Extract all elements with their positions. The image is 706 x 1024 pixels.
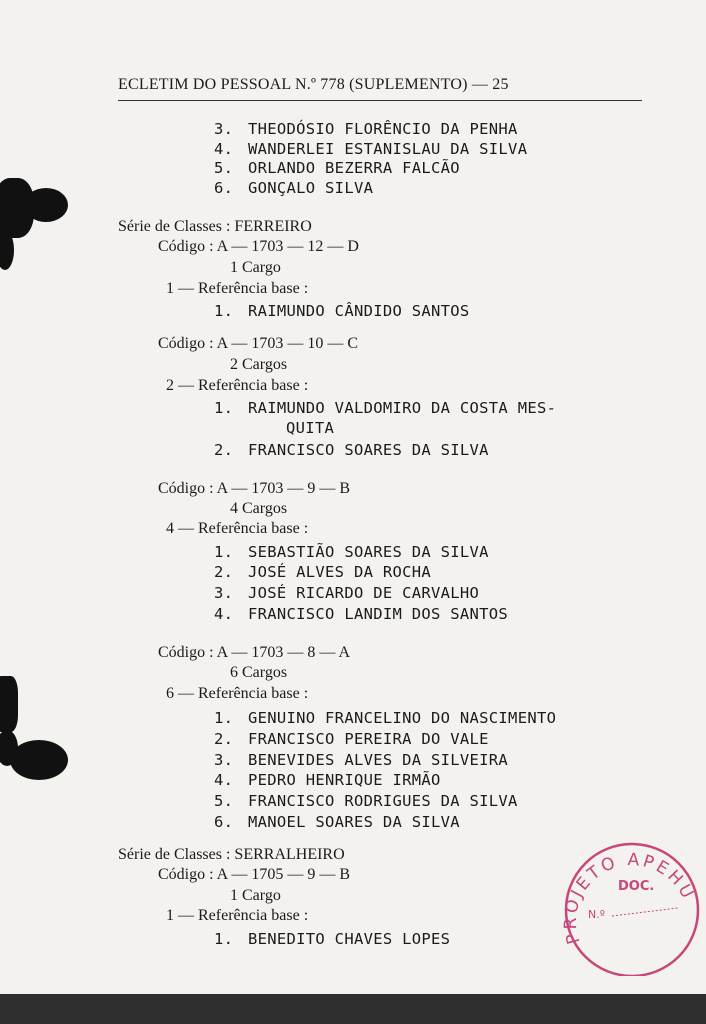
referencia-line: 4 — Referência base : xyxy=(166,520,309,537)
list-item: 3. THEODÓSIO FLORÊNCIO DA PENHA xyxy=(214,120,518,138)
codigo-line: Código : A — 1703 — 8 — A xyxy=(158,644,351,661)
page-header: ECLETIM DO PESSOAL N.º 778 (SUPLEMENTO) — 25 xyxy=(118,76,509,93)
list-item: 3. JOSÉ RICARDO DE CARVALHO xyxy=(214,584,480,602)
cargos-count: 6 Cargos xyxy=(230,664,288,681)
list-item: 4. FRANCISCO LANDIM DOS SANTOS xyxy=(214,605,509,623)
list-item: 1. GENUINO FRANCELINO DO NASCIMENTO xyxy=(214,709,557,727)
referencia-line: 6 — Referência base : xyxy=(166,685,309,702)
list-item: 4. PEDRO HENRIQUE IRMÃO xyxy=(214,771,441,789)
series-heading: Série de Classes : SERRALHEIRO xyxy=(118,846,345,863)
list-item: 2. FRANCISCO SOARES DA SILVA xyxy=(214,441,489,459)
cargos-count: 1 Cargo xyxy=(230,887,281,904)
list-item: 2. JOSÉ ALVES DA ROCHA xyxy=(214,563,432,581)
stamp-number-line xyxy=(612,908,678,916)
referencia-line: 2 — Referência base : xyxy=(166,377,309,394)
codigo-line: Código : A — 1703 — 9 — B xyxy=(158,480,351,497)
ink-blot xyxy=(10,740,68,780)
cargos-count: 2 Cargos xyxy=(230,356,288,373)
list-item: 5. ORLANDO BEZERRA FALCÃO xyxy=(214,159,460,177)
list-item: 2. FRANCISCO PEREIRA DO VALE xyxy=(214,730,489,748)
stamp-no-label: N.º xyxy=(588,908,605,921)
cargos-count: 1 Cargo xyxy=(230,259,281,276)
ink-blot xyxy=(24,188,68,222)
list-item: 6. GONÇALO SILVA xyxy=(214,179,374,197)
list-item: 4. WANDERLEI ESTANISLAU DA SILVA xyxy=(214,140,528,158)
list-item: 1. BENEDITO CHAVES LOPES xyxy=(214,930,451,948)
list-item: QUITA xyxy=(286,419,335,437)
codigo-line: Código : A — 1703 — 10 — C xyxy=(158,335,359,352)
stamp-doc-label: DOC. xyxy=(618,879,655,894)
list-item: 1. RAIMUNDO CÂNDIDO SANTOS xyxy=(214,302,470,320)
codigo-line: Código : A — 1705 — 9 — B xyxy=(158,866,351,883)
cargos-count: 4 Cargos xyxy=(230,500,288,517)
list-item: 1. SEBASTIÃO SOARES DA SILVA xyxy=(214,543,489,561)
list-item: 6. MANOEL SOARES DA SILVA xyxy=(214,813,460,831)
scan-edge-bar xyxy=(0,994,706,1024)
list-item: 5. FRANCISCO RODRIGUES DA SILVA xyxy=(214,792,518,810)
header-rule xyxy=(118,100,642,101)
stamp-text: PROJETO APEHU xyxy=(560,849,699,947)
list-item: 3. BENEVIDES ALVES DA SILVEIRA xyxy=(214,751,509,769)
archive-stamp xyxy=(552,838,706,976)
series-heading: Série de Classes : FERREIRO xyxy=(118,218,312,235)
codigo-line: Código : A — 1703 — 12 — D xyxy=(158,238,359,255)
ink-blot xyxy=(0,676,18,732)
referencia-line: 1 — Referência base : xyxy=(166,280,309,297)
list-item: 1. RAIMUNDO VALDOMIRO DA COSTA MES- xyxy=(214,399,557,417)
referencia-line: 1 — Referência base : xyxy=(166,907,309,924)
